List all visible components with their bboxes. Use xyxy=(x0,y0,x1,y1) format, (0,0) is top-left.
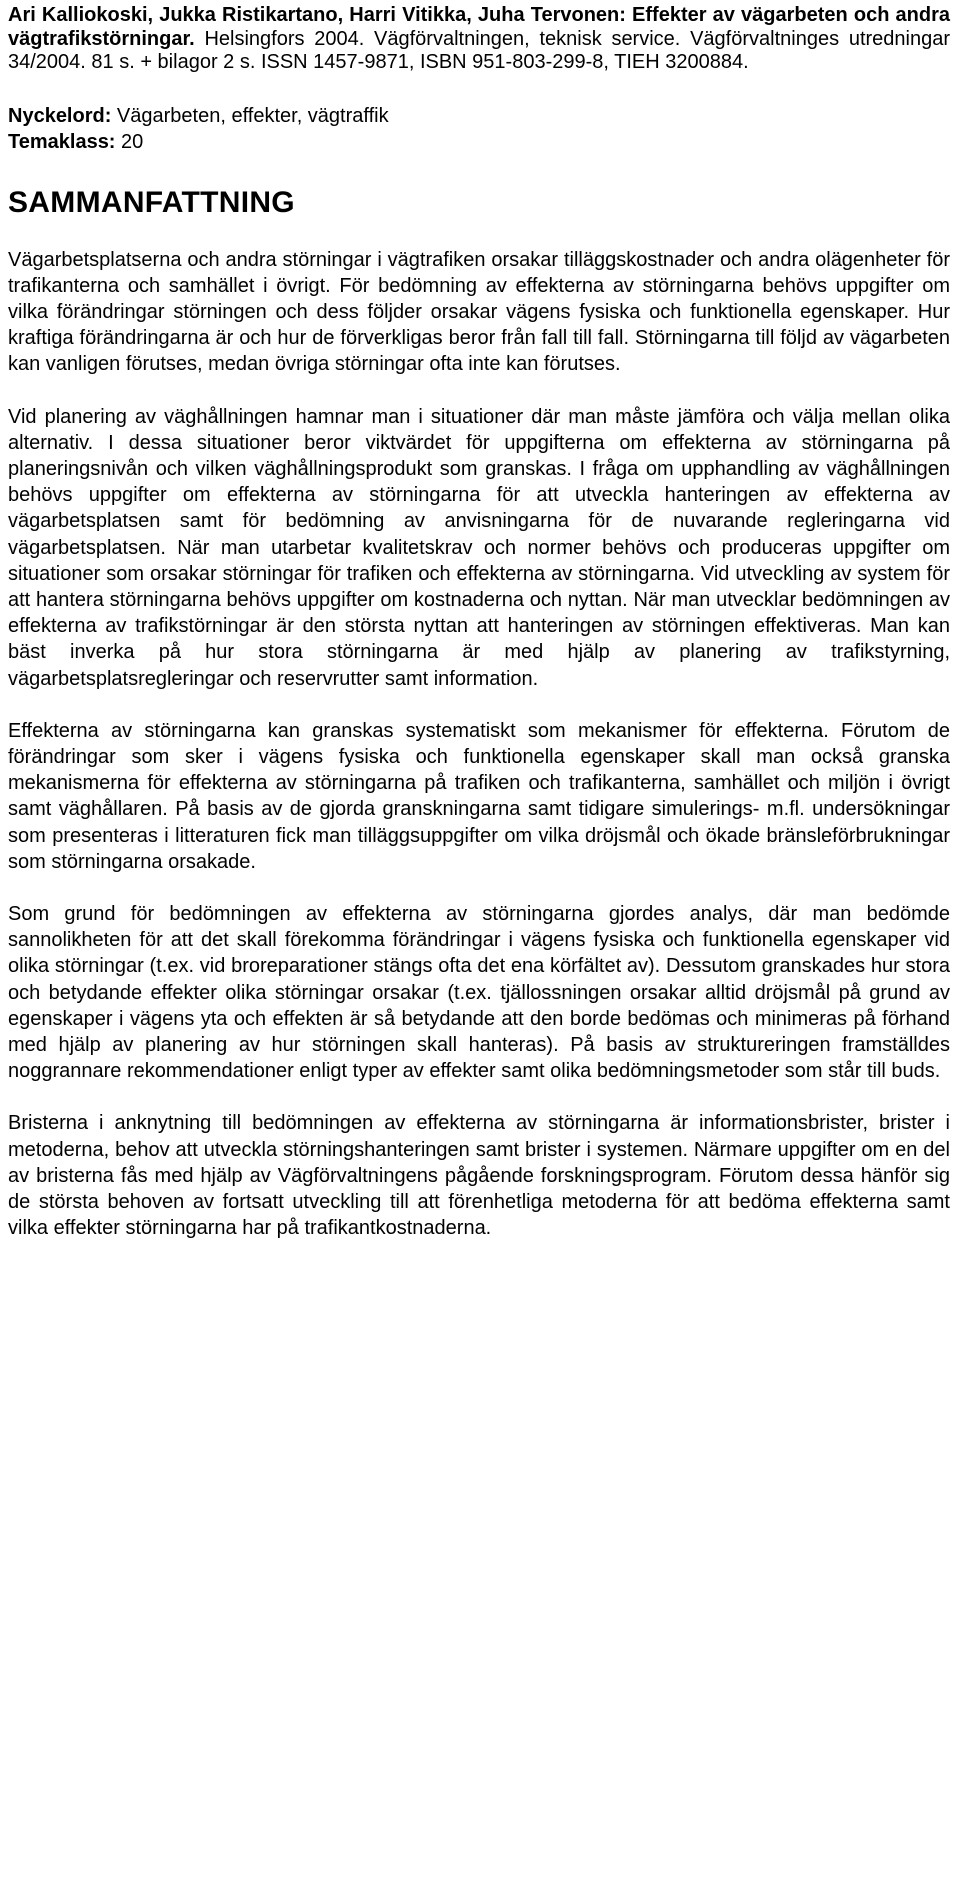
subject-class-label: Temaklass: xyxy=(8,130,116,153)
keywords-label: Nyckelord: xyxy=(8,104,112,127)
summary-paragraph-2: Vid planering av väghållningen hamnar man i situationer där man måste jämföra och välja mellan olika alternativ. I dessa situationer beror viktvärdet för uppgifterna om effekterna av störningarna på planeringsnivån och vilken väghållningsprodukt som granskas. I fråga om upphandling av väghållningen behövs uppgifter om effekterna av störningarna för att utveckla hanteringen av effekterna av vägarbetsplatsen samt för bedömning av anvisningarna för de nuvarande regleringarna vid vägarbetsplatsen. När man utarbetar kvalitetskrav och normer behövs och produceras uppgifter om situationer som orsakar störningar för trafiken och effekterna av störningarna. Vid utveckling av system för att hantera störningarna behövs uppgifter om kostnaderna och nyttan. När man utvecklar bedömningen av effekterna av trafikstörningar är den största nyttan att hanteringen av störningen effektiveras. Man kan bäst inverka på hur stora störningarna är med hjälp av planering av trafikstyrning, vägarbetsplatsregleringar och reservrutter samt information. xyxy=(8,405,950,690)
summary-paragraph-4: Som grund för bedömningen av effekterna av störningarna gjordes analys, där man bedömde sannolikheten för att det skall förekomma förändringar i vägens fysiska och funktionella egenskaper vid olika störningar (t.ex. vid broreparationer stängs ofta det ena körfältet av). Dessutom granskades hur stora och betydande effekter olika störningar orsakar (t.ex. tjällossningen orsakar alltid dröjsmål på grund av egenskaper i vägens yta och effekten är så betydande att den borde bedömas och minimeras på förhand med hjälp av planering av hur störningen skall hanteras). På basis av struktureringen framställdes noggrannare rekommendationer enligt typer av effekter samt olika bedömningsmetoder som står till buds. xyxy=(8,902,950,1083)
citation-authors-title: Ari Kalliokoski, Jukka Ristikartano, Harri Vitikka, Juha Tervonen: Effekter av vägarbeten och andra vägtrafikstörningar. xyxy=(8,4,950,50)
subject-class-value: 20 xyxy=(115,130,144,153)
metadata-block xyxy=(8,103,950,155)
citation-publication-details: Helsingfors 2004. Vägförvaltningen, teknisk service. Vägförvaltninges utredningar 34/2004. 81 s. + bilagor 2 s. ISSN 1457-9871, ISBN 951-803-299-8, TIEH 3200884. xyxy=(8,27,950,73)
summary-paragraph-5: Bristerna i anknytning till bedömningen av effekterna av störningarna är informationsbrister, brister i metoderna, behov att utveckla störningshanteringen samt brister i systemen. Närmare uppgifter om en del av bristerna fås med hjälp av Vägförvaltningens pågående forskningsprogram. Förutom dessa hänför sig de största behoven av fortsatt utveckling till att förenhetliga metoderna för att bedöma effekterna samt vilka effekter störningarna har på trafikantkostnaderna. xyxy=(8,1112,950,1240)
keywords-value: Vägarbeten, effekter, vägtraffik xyxy=(111,104,389,127)
section-heading: SAMMANFATTNING xyxy=(8,185,295,219)
summary-paragraph-1: Vägarbetsplatserna och andra störningar i vägtrafiken orsakar tilläggskostnader och andra olägenheter för trafikanterna och samhället i övrigt. För bedömning av effekterna av störningarna behövs uppgifter om vilka förändringar störningen och dess följder orsakar vägens fysiska och funktionella egenskaper. Hur kraftiga förändringarna är och hur de förverkligas beror från fall till fall. Störningarna till följd av vägarbeten kan vanligen förutses, medan övriga störningar ofta inte kan förutses. xyxy=(8,248,950,376)
subject-class-line xyxy=(8,129,950,155)
keywords-line xyxy=(8,103,950,129)
bibliographic-citation xyxy=(8,4,950,75)
summary-paragraph-3: Effekterna av störningarna kan granskas systematiskt som mekanismer för effekterna. Förutom de förändringar som sker i vägens fysiska och funktionella egenskaper skall man också granska mekanismerna för effekterna av störningarna på trafiken och trafikanterna, samhället och miljön i övrigt samt väghållaren. På basis av de gjorda granskningarna samt tidigare simulerings- m.fl. undersökningar som presenteras i litteraturen fick man tilläggsuppgifter om vilka dröjsmål och ökade bränsleförbrukningar som störningarna orsakade. xyxy=(8,719,950,873)
